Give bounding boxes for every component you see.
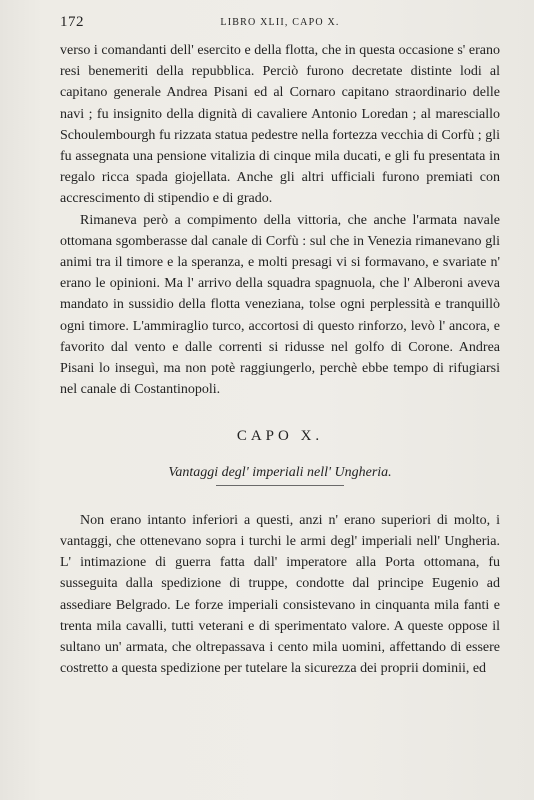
running-head: LIBRO XLII, CAPO X. (220, 17, 340, 28)
paragraph: Non erano intanto inferiori a questi, anzi n' erano superiori di molto, i vantaggi, che ottenevano sopra i turchi le armi degl' imperiali nell' Ungheria. L' intimazione di guerra fatta dall' imperatore alla Porta ottomana, fu susseguita dalla spedizione di truppe, condotte dal principe Eugenio ad assediare Belgrado. Le forze imperiali consistevano in cinquanta mila fanti e trenta mila cavalli, tutti veterani e di sperimentato valore. A queste oppose il sultano un' armata, che oltrepassava i cento mila uomini, affettando di essere costretto a questa spedizione per tutelare la sicurezza dei proprii dominii, ed (60, 512, 500, 677)
page-body (60, 40, 500, 679)
chapter-subtitle: Vantaggi degl' imperiali nell' Ungheria. (168, 464, 392, 480)
paragraph-continuation: verso i comandanti dell' esercito e della flotta, che in questa occasione s' erano resi benemeriti della repubblica. Perciò furono decretate distinte lodi al capitano generale Andrea Pisani ed al Cornaro capitano straordinario delle navi ; fu insignito della dignità di cavaliere Antonio Loredan ; al maresciallo Schoulembourgh fu rizzata statua pedestre nella fortezza vecchia di Corfù ; gli fu assegnata una pensione vitalizia di cinque mila ducati, e gli fu presentata in regalo ricca spada giojellata. Anche gli altri ufficiali furono premiati con accrescimento di stipendio e di grado. (60, 43, 500, 207)
page-number: 172 (60, 14, 84, 30)
chapter-title: CAPO X. (236, 428, 324, 445)
page-header (60, 14, 500, 34)
chapter-divider (216, 485, 344, 486)
paragraph: Rimaneva però a compimento della vittoria, che anche l'armata navale ottomana sgomberasse dal canale di Corfù : sul che in Venezia rimanevano gli animi tra il timore e la speranza, e molti presagi vi si formavano, e svariate n' erano le opinioni. Ma l' arrivo della squadra spagnuola, che l' Alberoni aveva mandato in sussidio della flotta veneziana, tolse ogni perplessità e tranquillò ogni timore. L'ammiraglio turco, accortosi di questo rinforzo, levò l' ancora, e favorito dal vento e dalle correnti si ridusse nel golfo di Corone. Andrea Pisani lo inseguì, ma non potè raggiungerlo, perchè ebbe tempo di rifugiarsi nel canale di Costantinopoli. (60, 212, 500, 398)
